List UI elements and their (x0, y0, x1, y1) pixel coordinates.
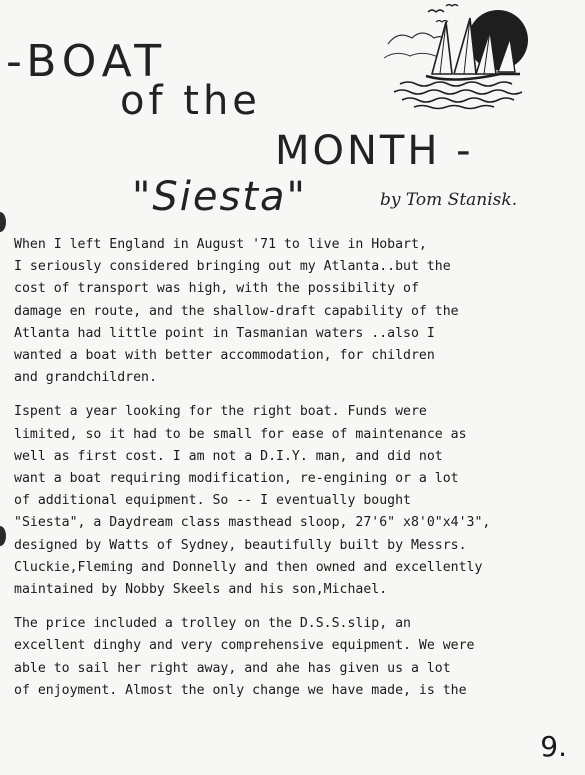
text-line: damage en route, and the shallow-draft capability of the (14, 303, 459, 319)
sailing-yachts-sun-icon (380, 0, 540, 110)
text-line: The price included a trolley on the D.S.S.slip, an (14, 616, 411, 632)
title-boat: -BOAT (6, 36, 168, 87)
page-number: 9. (540, 730, 567, 763)
text-line: excellent dinghy and very comprehensive equipment. We were (14, 638, 475, 654)
text-line: able to sail her right away, and ahe has given us a lot (14, 660, 451, 676)
text-line: limited, so it had to be small for ease of maintenance as (14, 426, 467, 442)
text-line: well as first cost. I am not a D.I.Y. man, and did not (14, 448, 443, 464)
text-line: Atlanta had little point in Tasmanian waters ..also I (14, 325, 435, 341)
text-line: "Siesta", a Daydream class masthead sloop, 27'6" x8'0"x4'3", (14, 515, 491, 531)
author-byline: by Tom Stanisk. (380, 190, 518, 210)
paragraph-3 (14, 613, 559, 702)
punch-hole (0, 212, 6, 232)
text-line: want a boat requiring modification, re-engining or a lot (14, 471, 459, 487)
text-line: cost of transport was high, with the possibility of (14, 281, 419, 297)
title-of-the: of the (120, 78, 261, 124)
text-line: When I left England in August '71 to live in Hobart, (14, 237, 427, 252)
paragraph-1 (14, 234, 559, 389)
text-line: Ispent a year looking for the right boat. Funds were (14, 404, 427, 420)
text-line: and grandchildren. (14, 370, 157, 386)
text-line: I seriously considered bringing out my Atlanta..but the (14, 259, 451, 275)
paragraph-2 (14, 401, 559, 601)
boat-name-title: "Siesta" (132, 174, 307, 220)
title-month: MONTH - (275, 128, 474, 174)
text-line: maintained by Nobby Skeels and his son,Michael. (14, 582, 388, 598)
punch-hole (0, 526, 6, 546)
text-line: wanted a boat with better accommodation, for children (14, 348, 435, 364)
text-line: of enjoyment. Almost the only change we have made, is the (14, 682, 467, 698)
text-line: Cluckie,Fleming and Donnelly and then owned and excellently (14, 559, 483, 575)
text-line: of additional equipment. So -- I eventually bought (14, 493, 411, 509)
text-line: designed by Watts of Sydney, beautifully built by Messrs. (14, 537, 467, 553)
article-body (14, 234, 559, 714)
